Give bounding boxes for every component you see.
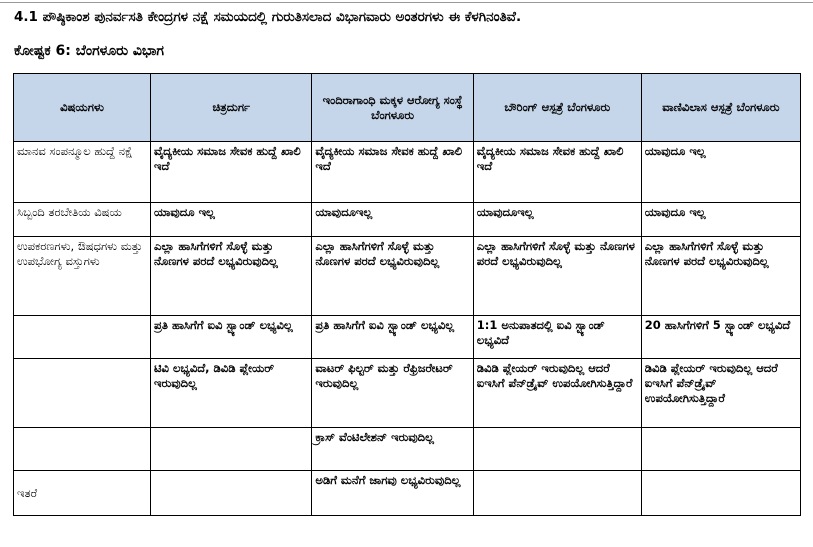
table-cell: ವೈದ್ಯಕೀಯ ಸಮಾಜ ಸೇವಕ ಹುದ್ದೆ ಖಾಲಿ ಇದೆ [473, 142, 641, 203]
table-cell: ಎಲ್ಲಾ ಹಾಸಿಗೆಗಳಿಗೆ ಸೊಳ್ಳೆ ಮತ್ತು ನೊಣಗಳ ಪರದೆ ಲಭ್ಯವಿರುವುದಿಲ್ಲ [473, 237, 641, 316]
column-header: ಚಿತ್ರದುರ್ಗ [151, 74, 312, 142]
table-cell [473, 471, 641, 516]
table-cell: ಯಾವುದೂಇಲ್ಲ [312, 203, 473, 237]
table-cell: ಯಾವುದೂ ಇಲ್ಲ [641, 142, 800, 203]
table-cell: ಪ್ರತಿ ಹಾಸಿಗೆಗೆ ಐವಿ ಸ್ಟ್ಯಾಂಡ್ ಲಭ್ಯವಿಲ್ಲ [151, 316, 312, 359]
table-cell [14, 428, 151, 471]
table-cell [641, 471, 800, 516]
table-cell: ವಾಟರ್ ಫಿಲ್ಟರ್ ಮತ್ತು ರೆಫ್ರಿಜರೇಟರ್ ಇರುವುದಿಲ್ಲ [312, 359, 473, 428]
table-cell [641, 428, 800, 471]
table-cell: ಸಿಬ್ಬಂದಿ ತರಬೇತಿಯ ವಿಷಯ [14, 203, 151, 237]
table-row [14, 142, 801, 203]
table-cell: ಮಾನವ ಸಂಪನ್ಮೂಲ ಹುದ್ದೆ ನಕ್ಷೆ [14, 142, 151, 203]
table-cell: ಯಾವುದೂಇಲ್ಲ [473, 203, 641, 237]
table-cell: ಟಿವಿ ಲಭ್ಯವಿದೆ, ಡಿವಿಡಿ ಪ್ಲೇಯರ್ ಇರುವುದಿಲ್ಲ [151, 359, 312, 428]
table-cell: ಯಾವುದೂ ಇಲ್ಲ [151, 203, 312, 237]
table-cell [151, 428, 312, 471]
table-cell: ಎಲ್ಲಾ ಹಾಸಿಗೆಗಳಿಗೆ ಸೊಳ್ಳೆ ಮತ್ತು ನೊಣಗಳ ಪರದೆ ಲಭ್ಯವಿರುವುದಿಲ್ಲ [641, 237, 800, 316]
section-heading: 4.1 ಪೌಷ್ಠಿಕಾಂಶ ಪುನರ್ವಸತಿ ಕೇಂದ್ರಗಳ ನಕ್ಷೆ ಸಮಯದಲ್ಲಿ ಗುರುತಿಸಲಾದ ವಿಭಾಗವಾರು ಅಂತರಗಳು ಈ ಕೆಳಗಿನಂತಿವೆ. [14, 9, 522, 25]
table-header-row [14, 74, 801, 142]
table-row [14, 203, 801, 237]
division-gap-table [13, 73, 801, 516]
table-cell: ಅಡಿಗೆ ಮನೆಗೆ ಜಾಗವು ಲಭ್ಯವಿರುವುದಿಲ್ಲ [312, 471, 473, 516]
table-row [14, 471, 801, 516]
table-cell: ಪ್ರತಿ ಹಾಸಿಗೆಗೆ ಐವಿ ಸ್ಟ್ಯಾಂಡ್ ಲಭ್ಯವಿಲ್ಲ [312, 316, 473, 359]
table-cell: 1:1 ಅನುಪಾತದಲ್ಲಿ ಐವಿ ಸ್ಟ್ಯಾಂಡ್ ಲಭ್ಯವಿದೆ [473, 316, 641, 359]
table-cell: ಡಿವಿಡಿ ಪ್ಲೇಯರ್ ಇರುವುದಿಲ್ಲ ಆದರೆ ಐಇಸಿಗೆ ಪೆನ್‌ಡ್ರೈವ್ ಉಪಯೋಗಿಸುತ್ತಿದ್ದಾರೆ [473, 359, 641, 428]
table-cell [14, 316, 151, 359]
top-rule [0, 2, 813, 3]
table-cell: ವೈದ್ಯಕೀಯ ಸಮಾಜ ಸೇವಕ ಹುದ್ದೆ ಖಾಲಿ ಇದೆ [151, 142, 312, 203]
table-cell: ಯಾವುದೂ ಇಲ್ಲ [641, 203, 800, 237]
table-cell: ಇತರೆ [14, 471, 151, 516]
table-cell: ಡಿವಿಡಿ ಪ್ಲೇಯರ್ ಇರುವುದಿಲ್ಲ ಆದರೆ ಐಇಸಿಗೆ ಪೆನ್‌ಡ್ರೈವ್ ಉಪಯೋಗಿಸುತ್ತಿದ್ದಾರೆ [641, 359, 800, 428]
column-header: ವಿಷಯಗಳು [14, 74, 151, 142]
table-cell: ಎಲ್ಲಾ ಹಾಸಿಗೆಗಳಿಗೆ ಸೊಳ್ಳೆ ಮತ್ತು ನೊಣಗಳ ಪರದೆ ಲಭ್ಯವಿರುವುದಿಲ್ಲ [151, 237, 312, 316]
table-cell [151, 471, 312, 516]
table-row [14, 316, 801, 359]
table-cell [14, 359, 151, 428]
table-caption: ಕೋಷ್ಟಕ 6: ಬೆಂಗಳೂರು ವಿಭಾಗ [14, 43, 165, 59]
table-row [14, 237, 801, 316]
column-header: ವಾಣಿವಿಲಾಸ ಆಸ್ಪತ್ರೆ ಬೆಂಗಳೂರು [641, 74, 800, 142]
table-cell: 20 ಹಾಸಿಗೆಗಳಿಗೆ 5 ಸ್ಟ್ಯಾಂಡ್ ಲಭ್ಯವಿದೆ [641, 316, 800, 359]
table-cell: ಎಲ್ಲಾ ಹಾಸಿಗೆಗಳಿಗೆ ಸೊಳ್ಳೆ ಮತ್ತು ನೊಣಗಳ ಪರದೆ ಲಭ್ಯವಿರುವುದಿಲ್ಲ [312, 237, 473, 316]
column-header: ಇಂದಿರಾಗಾಂಧಿ ಮಕ್ಕಳ ಆರೋಗ್ಯ ಸಂಸ್ಥೆ ಬೆಂಗಳೂರು [312, 74, 473, 142]
table-cell [473, 428, 641, 471]
table-cell: ಉಪಕರಣಗಳು, ಔಷಧಗಳು ಮತ್ತು ಉಪಭೋಗ್ಯ ವಸ್ತುಗಳು [14, 237, 151, 316]
table-cell: ವೈದ್ಯಕೀಯ ಸಮಾಜ ಸೇವಕ ಹುದ್ದೆ ಖಾಲಿ ಇದೆ [312, 142, 473, 203]
table-row [14, 359, 801, 428]
table-cell: ಕ್ರಾಸ್ ವೆಂಟಿಲೇಶನ್ ಇರುವುದಿಲ್ಲ [312, 428, 473, 471]
table-row [14, 428, 801, 471]
column-header: ಬೌರಿಂಗ್ ಆಸ್ಪತ್ರೆ ಬೆಂಗಳೂರು [473, 74, 641, 142]
